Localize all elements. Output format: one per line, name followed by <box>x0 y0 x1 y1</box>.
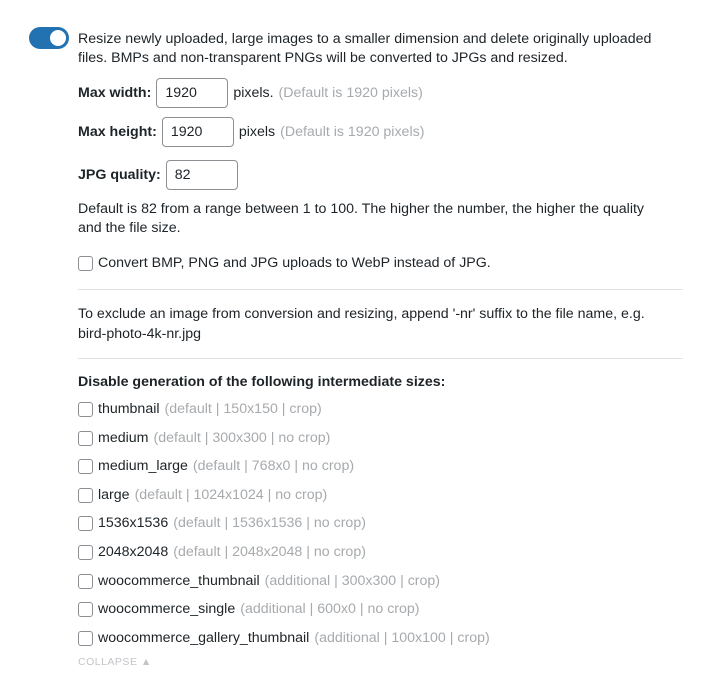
size-name: woocommerce_thumbnail <box>98 573 260 589</box>
size-meta: (default | 300x300 | no crop) <box>153 430 331 446</box>
size-checkbox[interactable] <box>78 545 93 560</box>
jpg-quality-help-line1: Default is 82 from a range between 1 to 100. The higher the number, the higher the quality <box>78 201 645 217</box>
max-width-input[interactable] <box>156 78 228 108</box>
size-meta: (default | 2048x2048 | no crop) <box>173 544 366 560</box>
size-checkbox[interactable] <box>78 459 93 474</box>
size-meta: (default | 1024x1024 | no crop) <box>134 487 328 503</box>
size-meta: (additional | 600x0 | no crop) <box>240 601 420 617</box>
size-meta: (additional | 300x300 | crop) <box>264 573 441 589</box>
size-meta: (default | 1536x1536 | no crop) <box>173 515 366 531</box>
webp-checkbox[interactable] <box>78 256 93 271</box>
resize-toggle[interactable] <box>29 27 69 49</box>
jpg-quality-row <box>78 160 238 190</box>
jpg-quality-input[interactable] <box>166 160 238 190</box>
size-name: 1536x1536 <box>98 515 169 531</box>
jpg-quality-label: JPG quality: <box>78 167 161 183</box>
max-height-row <box>78 117 424 147</box>
collapse-link[interactable]: COLLAPSE ▲ <box>78 656 152 668</box>
size-checkbox[interactable] <box>78 402 93 417</box>
size-name: medium_large <box>98 458 188 474</box>
exclude-note-line2: bird-photo-4k-nr.jpg <box>78 326 202 342</box>
size-checkbox[interactable] <box>78 602 93 617</box>
size-checkbox[interactable] <box>78 574 93 589</box>
size-name: woocommerce_gallery_thumbnail <box>98 630 310 646</box>
size-row-thumbnail <box>78 401 322 417</box>
toggle-knob <box>50 30 66 46</box>
max-width-unit: pixels. <box>233 85 274 101</box>
max-width-hint: (Default is 1920 pixels) <box>278 85 423 101</box>
size-checkbox[interactable] <box>78 516 93 531</box>
size-checkbox[interactable] <box>78 431 93 446</box>
size-row-2048 <box>78 544 366 560</box>
size-checkbox[interactable] <box>78 488 93 503</box>
max-height-unit: pixels <box>238 124 276 140</box>
exclude-note-line1: To exclude an image from conversion and resizing, append '-nr' suffix to the file name, e.g. <box>78 306 645 322</box>
size-name: medium <box>98 430 149 446</box>
sizes-heading: Disable generation of the following intermediate sizes: <box>78 374 446 390</box>
max-height-input[interactable] <box>162 117 234 147</box>
max-width-label: Max width: <box>78 85 152 101</box>
jpg-quality-help-line2: and the file size. <box>78 220 181 236</box>
max-height-hint: (Default is 1920 pixels) <box>280 124 425 140</box>
size-name: large <box>98 487 130 503</box>
webp-label: Convert BMP, PNG and JPG uploads to WebP instead of JPG. <box>98 255 491 271</box>
size-row-woocommerce-gallery-thumbnail <box>78 630 490 646</box>
size-name: thumbnail <box>98 401 160 417</box>
size-meta: (default | 768x0 | no crop) <box>192 458 355 474</box>
size-row-medium <box>78 430 330 446</box>
size-name: 2048x2048 <box>98 544 169 560</box>
max-height-label: Max height: <box>78 124 157 140</box>
size-checkbox[interactable] <box>78 631 93 646</box>
size-row-large <box>78 487 327 503</box>
divider <box>78 289 683 290</box>
max-width-row <box>78 78 423 108</box>
size-row-medium-large <box>78 458 354 474</box>
size-name: woocommerce_single <box>98 601 236 617</box>
size-meta: (default | 150x150 | crop) <box>164 401 322 417</box>
resize-description-line2: files. BMPs and non-transparent PNGs will be converted to JPGs and resized. <box>78 50 568 66</box>
resize-description-line1: Resize newly uploaded, large images to a smaller dimension and delete originally uploaded <box>78 31 652 47</box>
size-row-1536 <box>78 515 366 531</box>
size-meta: (additional | 100x100 | crop) <box>314 630 490 646</box>
size-row-woocommerce-thumbnail <box>78 573 440 589</box>
webp-row <box>78 255 491 271</box>
divider <box>78 358 683 359</box>
size-row-woocommerce-single <box>78 601 420 617</box>
